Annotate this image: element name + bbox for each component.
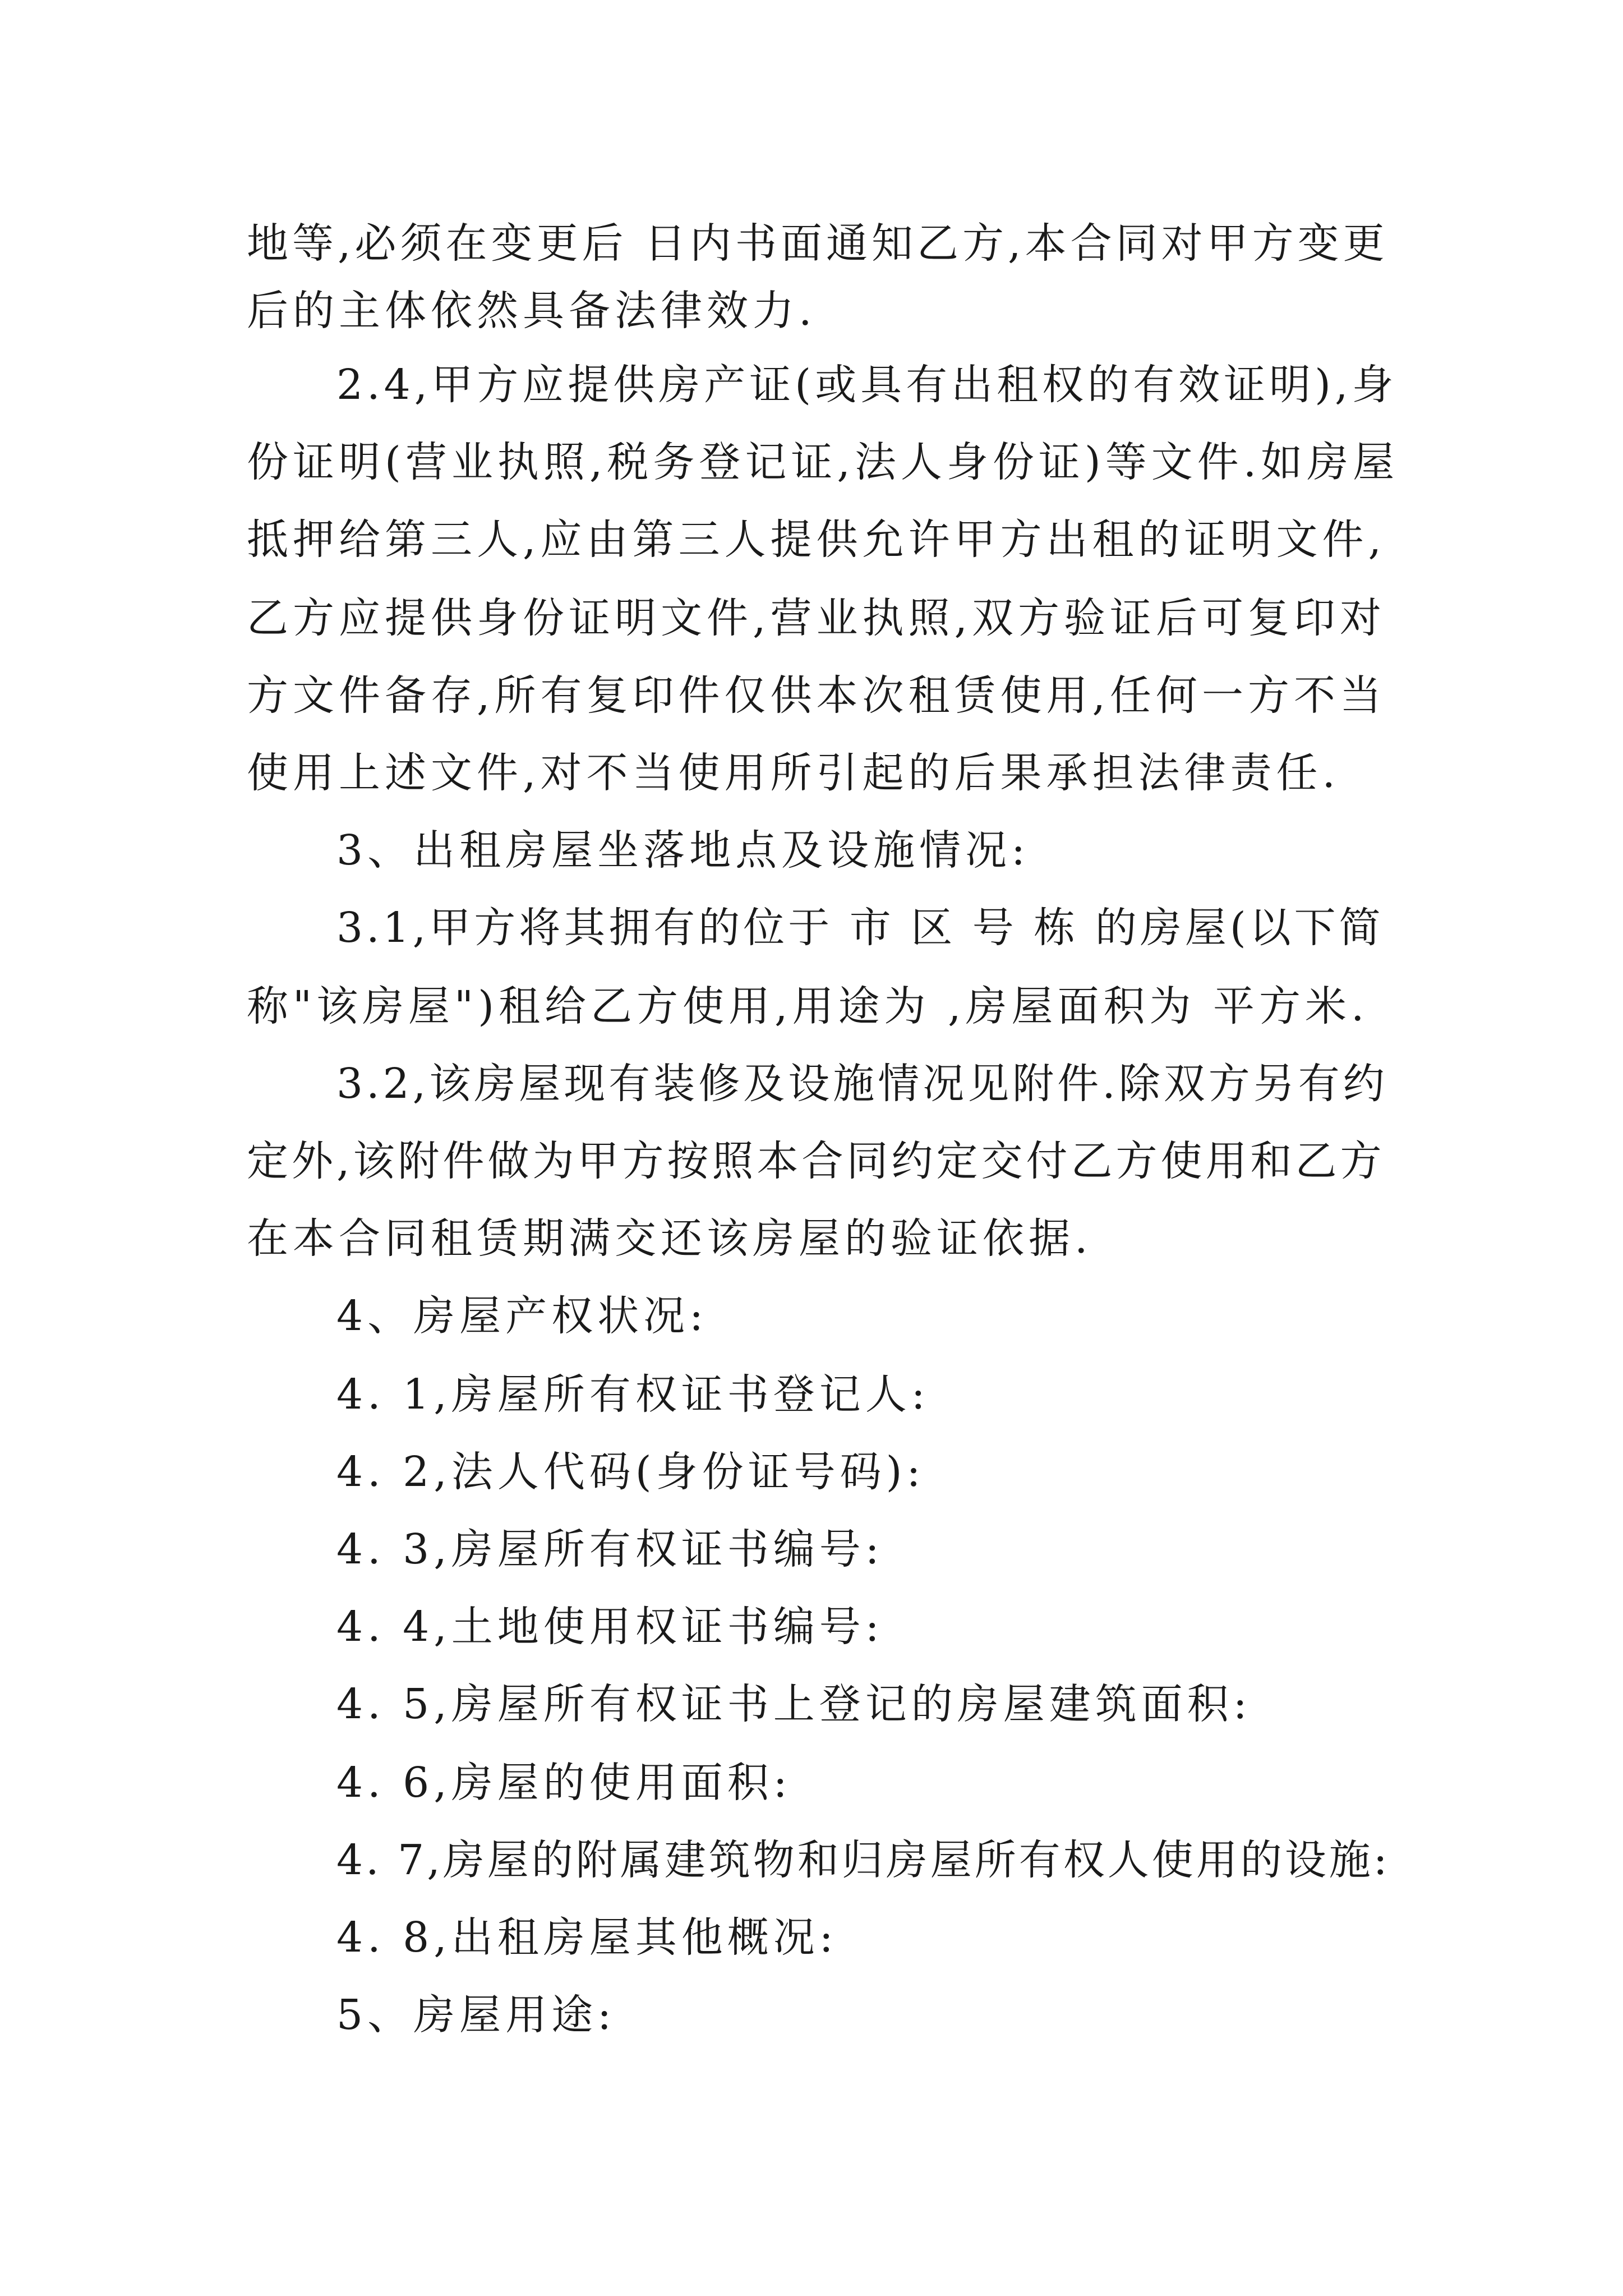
text-line-1: 地等,必须在变更后 日内书面通知乙方,本合同对甲方变更 <box>247 219 1389 268</box>
text-line-18: 4. 3,房屋所有权证书编号: <box>336 1525 884 1573</box>
text-line-4: 份证明(营业执照,税务登记证,法人身份证)等文件.如房屋 <box>247 438 1399 486</box>
text-line-5: 抵押给第三人,应由第三人提供允许甲方出租的证明文件, <box>247 516 1386 564</box>
text-line-14: 在本合同租赁期满交还该房屋的验证依据. <box>247 1214 1092 1263</box>
text-line-10: 3.1,甲方将其拥有的位于 市 区 号 栋 的房屋(以下简 <box>336 904 1384 952</box>
text-line-23: 4. 8,出租房屋其他概况: <box>336 1913 838 1962</box>
text-line-6: 乙方应提供身份证明文件,营业执照,双方验证后可复印对 <box>247 594 1386 642</box>
text-line-2: 后的主体依然具备法律效力. <box>247 287 817 335</box>
section-heading-3: 3、出租房屋坐落地点及设施情况: <box>336 826 1030 875</box>
text-line-17: 4. 2,法人代码(身份证号码): <box>336 1448 925 1496</box>
text-line-21: 4. 6,房屋的使用面积: <box>336 1759 792 1807</box>
text-line-12: 3.2,该房屋现有装修及设施情况见附件.除双方另有约 <box>336 1060 1388 1108</box>
text-line-13: 定外,该附件做为甲方按照本合同约定交付乙方使用和乙方 <box>247 1137 1385 1185</box>
text-line-8: 使用上述文件,对不当使用所引起的后果承担法律责任. <box>247 749 1340 797</box>
section-heading-5: 5、房屋用途: <box>336 1991 616 2039</box>
text-line-20: 4. 5,房屋所有权证书上登记的房屋建筑面积: <box>336 1680 1252 1728</box>
text-line-16: 4. 1,房屋所有权证书登记人: <box>336 1370 930 1419</box>
section-heading-4: 4、房屋产权状况: <box>336 1292 708 1340</box>
text-line-22: 4. 7,房屋的附属建筑物和归房屋所有权人使用的设施: <box>336 1836 1390 1884</box>
text-line-3: 2.4,甲方应提供房产证(或具有出租权的有效证明),身 <box>336 361 1398 409</box>
text-line-7: 方文件备存,所有复印件仅供本次租赁使用,任何一方不当 <box>247 671 1386 720</box>
text-line-11: 称"该房屋")租给乙方使用,用途为 ,房屋面积为 平方米. <box>247 982 1369 1030</box>
text-line-19: 4. 4,土地使用权证书编号: <box>336 1603 884 1651</box>
